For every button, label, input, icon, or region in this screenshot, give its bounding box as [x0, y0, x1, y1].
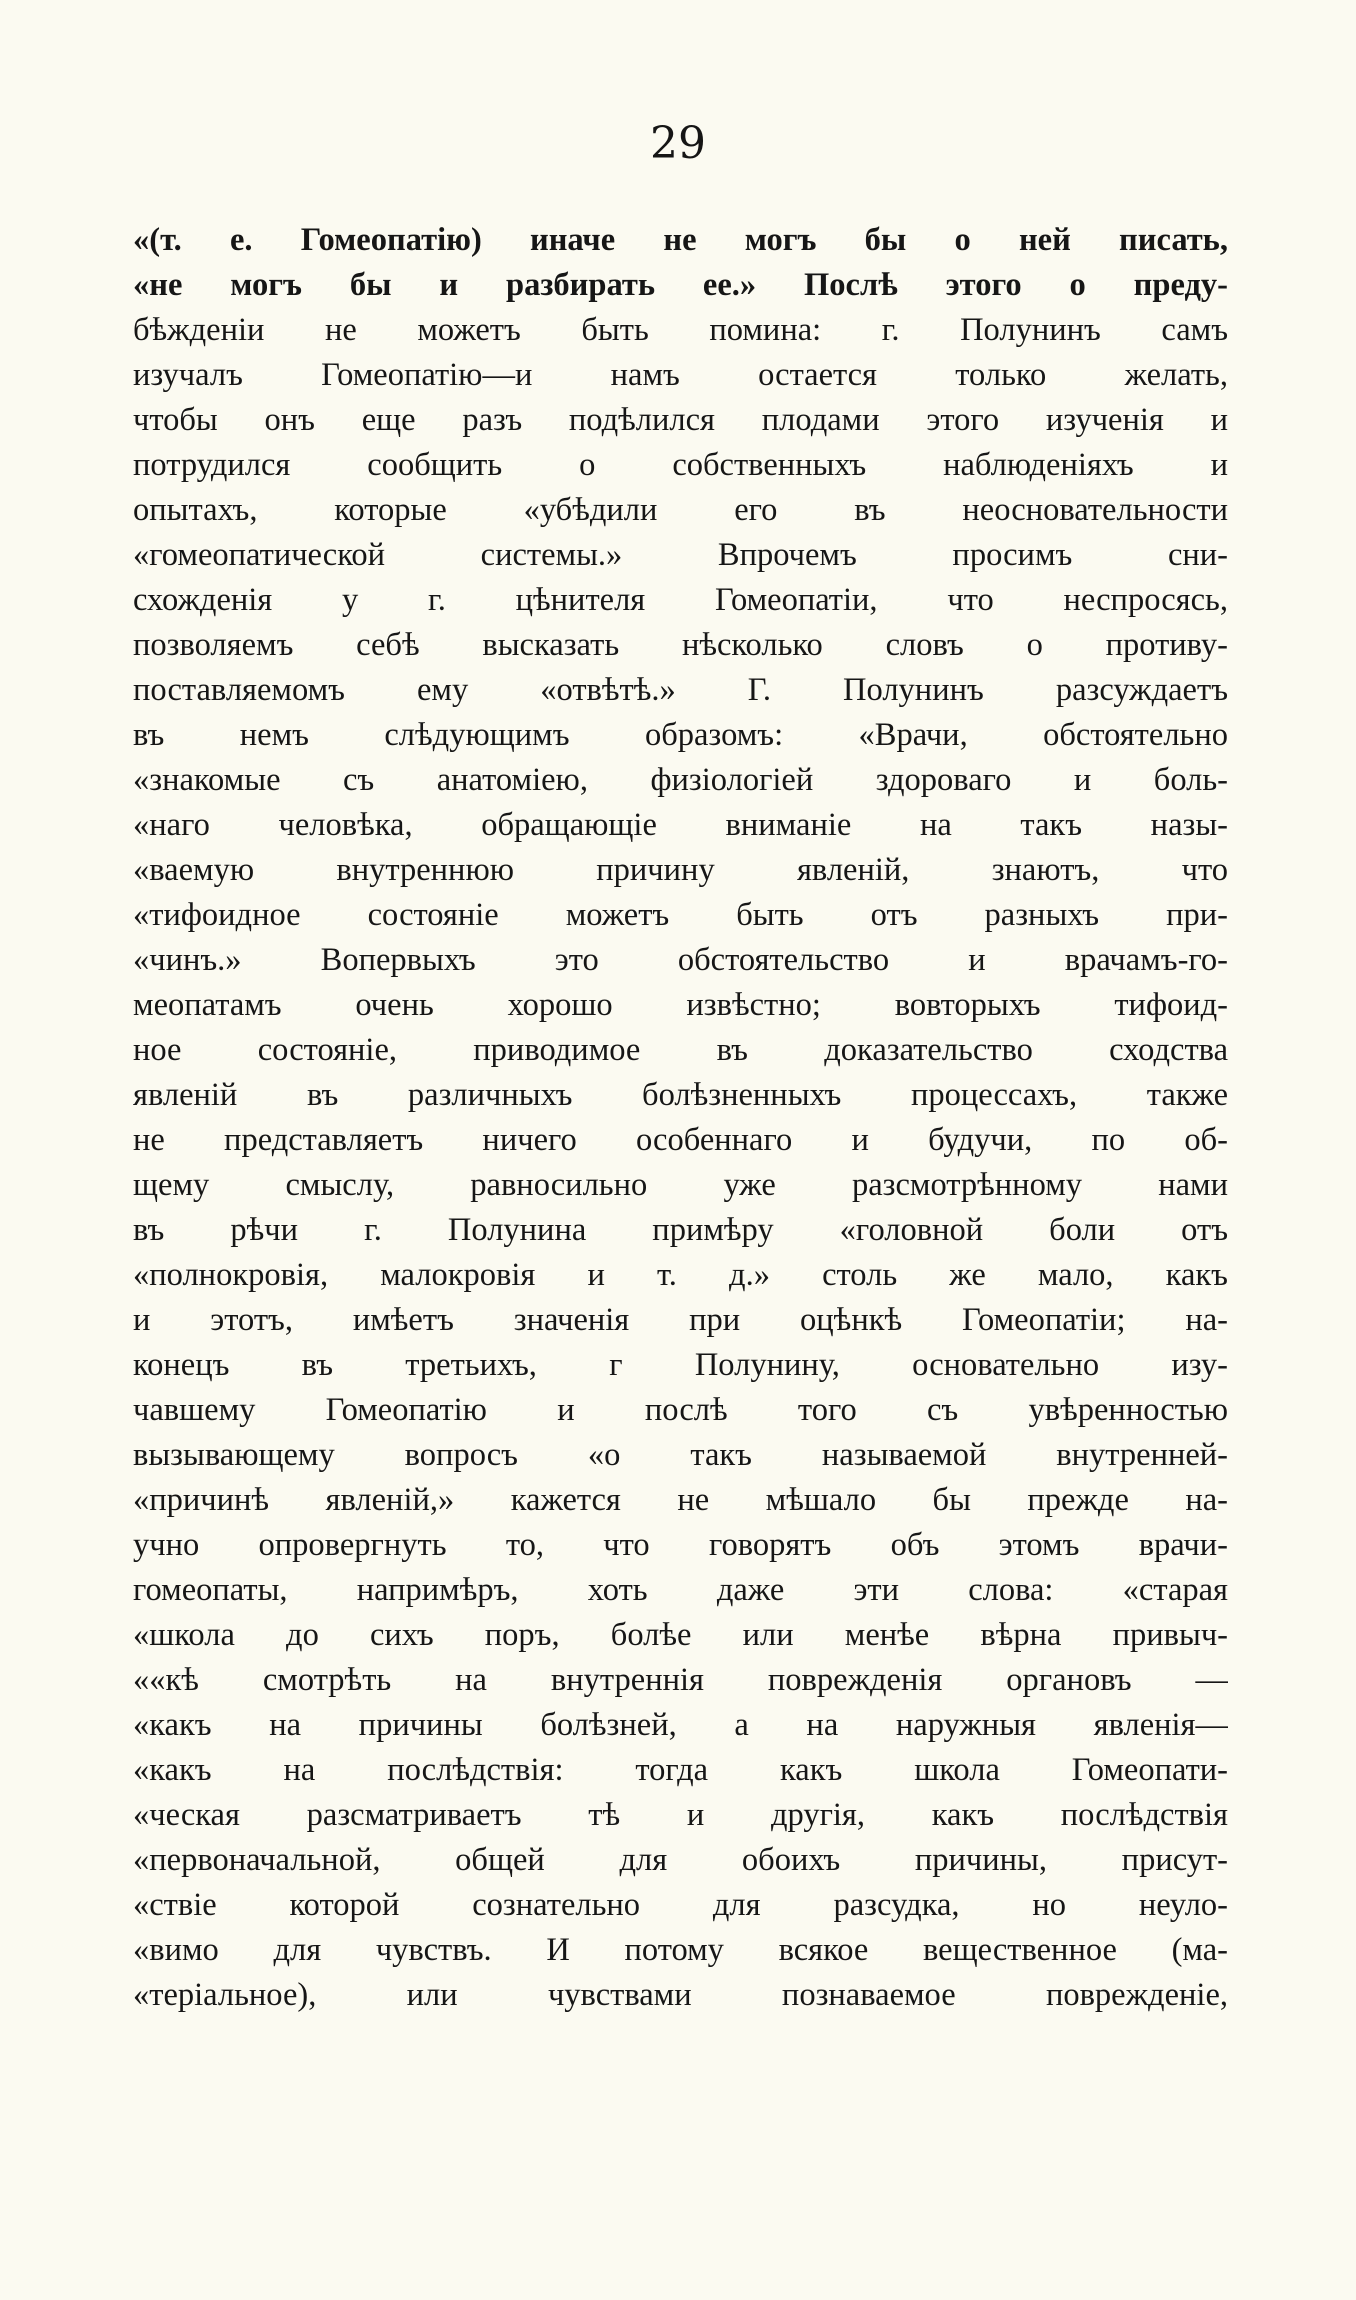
text-line: «чинъ.» Вопервыхъ это обстоятельство и врачамъ-го-: [133, 942, 1228, 978]
text-line: чавшему Гомеопатію и послѣ того съ увѣренностью: [133, 1392, 1228, 1428]
text-line: «ствіе которой сознательно для разсудка, но неуло-: [133, 1887, 1228, 1923]
text-line: въ рѣчи г. Полунина примѣру «головной боли отъ: [133, 1212, 1228, 1248]
text-line: меопатамъ очень хорошо извѣстно; вовторыхъ тифоид-: [133, 987, 1228, 1023]
text-line: конецъ въ третьихъ, г Полунину, основательно изу-: [133, 1347, 1228, 1383]
text-line: ное состояніе, приводимое въ доказательство сходства: [133, 1032, 1228, 1068]
text-line: учно опровергнуть то, что говорятъ объ этомъ врачи-: [133, 1527, 1228, 1563]
text-line: «(т. е. Гомеопатію) иначе не могъ бы о ней писать,: [133, 222, 1228, 258]
text-line: гомеопаты, напримѣръ, хоть даже эти слова: «старая: [133, 1572, 1228, 1608]
text-line: поставляемомъ ему «отвѣтѣ.» Г. Полунинъ разсуждаетъ: [133, 672, 1228, 708]
text-line: чтобы онъ еще разъ подѣлился плодами этого изученія и: [133, 402, 1228, 438]
text-line: «наго человѣка, обращающіе вниманіе на такъ назы-: [133, 807, 1228, 843]
text-line: потрудился сообщить о собственныхъ наблюденіяхъ и: [133, 447, 1228, 483]
text-line: «ваемую внутреннюю причину явленій, знаютъ, что: [133, 852, 1228, 888]
text-line: «школа до сихъ поръ, болѣе или менѣе вѣрна привыч-: [133, 1617, 1228, 1653]
text-line: «тифоидное состояніе можетъ быть отъ разныхъ при-: [133, 897, 1228, 933]
text-line: «вимо для чувствъ. И потому всякое вещественное (ма-: [133, 1932, 1228, 1968]
text-line: «какъ на послѣдствія: тогда какъ школа Гомеопати-: [133, 1752, 1228, 1788]
text-line: явленій въ различныхъ болѣзненныхъ процессахъ, также: [133, 1077, 1228, 1113]
body-text: [133, 218, 1228, 2018]
text-line: «не могъ бы и разбирать ее.» Послѣ этого о преду-: [133, 267, 1228, 303]
text-line: щему смыслу, равносильно уже разсмотрѣнному нами: [133, 1167, 1228, 1203]
text-line: не представляетъ ничего особеннаго и будучи, по об-: [133, 1122, 1228, 1158]
text-line: «теріальное), или чувствами познаваемое поврежденіе,: [133, 1977, 1228, 2013]
text-line: «причинѣ явленій,» кажется не мѣшало бы прежде на-: [133, 1482, 1228, 1518]
text-line: бѣжденіи не можетъ быть помина: г. Полунинъ самъ: [133, 312, 1228, 348]
page-number: 29: [650, 118, 706, 169]
text-line: «какъ на причины болѣзней, а на наружныя явленія—: [133, 1707, 1228, 1743]
text-line: «полнокровія, малокровія и т. д.» столь же мало, какъ: [133, 1257, 1228, 1293]
text-line: «гомеопатической системы.» Впрочемъ просимъ сни-: [133, 537, 1228, 573]
text-line: въ немъ слѣдующимъ образомъ: «Врачи, обстоятельно: [133, 717, 1228, 753]
text-line: позволяемъ себѣ высказать нѣсколько словъ о противу-: [133, 627, 1228, 663]
text-line: «знакомые съ анатоміею, физіологіей здороваго и боль-: [133, 762, 1228, 798]
text-line: и этотъ, имѣетъ значенія при оцѣнкѣ Гомеопатіи; на-: [133, 1302, 1228, 1338]
text-line: «первоначальной, общей для обоихъ причины, присут-: [133, 1842, 1228, 1878]
text-line: схожденія у г. цѣнителя Гомеопатіи, что неспросясь,: [133, 582, 1228, 618]
text-line: вызывающему вопросъ «о такъ называемой внутренней-: [133, 1437, 1228, 1473]
text-line: опытахъ, которые «убѣдили его въ неосновательности: [133, 492, 1228, 528]
text-line: изучалъ Гомеопатію—и намъ остается только желать,: [133, 357, 1228, 393]
text-line: ««кѣ смотрѣть на внутреннія поврежденія органовъ —: [133, 1662, 1228, 1698]
text-line: «ческая разсматриваетъ тѣ и другія, какъ послѣдствія: [133, 1797, 1228, 1833]
